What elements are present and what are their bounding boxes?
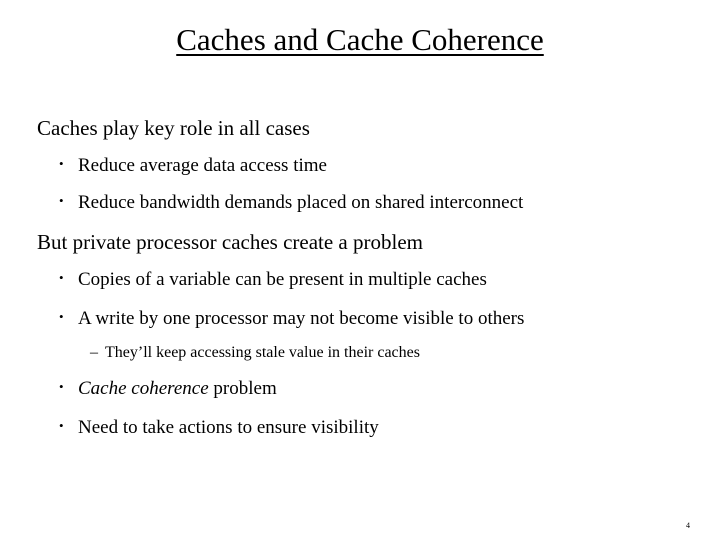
subpoint-text: A write by one processor may not become visible to others bbox=[78, 308, 525, 329]
subpoint-copies-multiple-caches bbox=[59, 269, 487, 291]
subpoint-text: Reduce average data access time bbox=[78, 155, 327, 176]
bullet-icon: • bbox=[59, 418, 64, 433]
bullet-icon: • bbox=[59, 270, 64, 285]
subpoint-ensure-visibility bbox=[59, 417, 379, 439]
subpoint-text: Reduce bandwidth demands placed on shared interconnect bbox=[78, 192, 524, 213]
subpoint-text: problem bbox=[208, 378, 277, 399]
cache-coherence-term: Cache coherence bbox=[78, 378, 209, 399]
subpoint-reduce-access-time bbox=[59, 155, 327, 177]
dash-icon: – bbox=[90, 344, 98, 361]
point-private-caches-problem: But private processor caches create a problem bbox=[37, 230, 423, 254]
page-number: 4 bbox=[686, 521, 690, 530]
subpoint-cache-coherence-problem bbox=[59, 378, 277, 400]
bullet-icon: • bbox=[59, 379, 64, 394]
subsubpoint-text: They’ll keep accessing stale value in their caches bbox=[105, 344, 420, 361]
bullet-icon: • bbox=[59, 193, 64, 208]
subpoint-write-not-visible bbox=[59, 308, 524, 330]
bullet-icon: • bbox=[59, 156, 64, 171]
subpoint-text: Need to take actions to ensure visibility bbox=[78, 417, 379, 438]
subpoint-reduce-bandwidth bbox=[59, 192, 523, 214]
subpoint-text: Copies of a variable can be present in multiple caches bbox=[78, 269, 487, 290]
point-caches-key-role: Caches play key role in all cases bbox=[37, 116, 310, 140]
subsubpoint-stale-value bbox=[90, 344, 420, 362]
slide-title: Caches and Cache Coherence bbox=[176, 22, 544, 57]
bullet-icon: • bbox=[59, 309, 64, 324]
